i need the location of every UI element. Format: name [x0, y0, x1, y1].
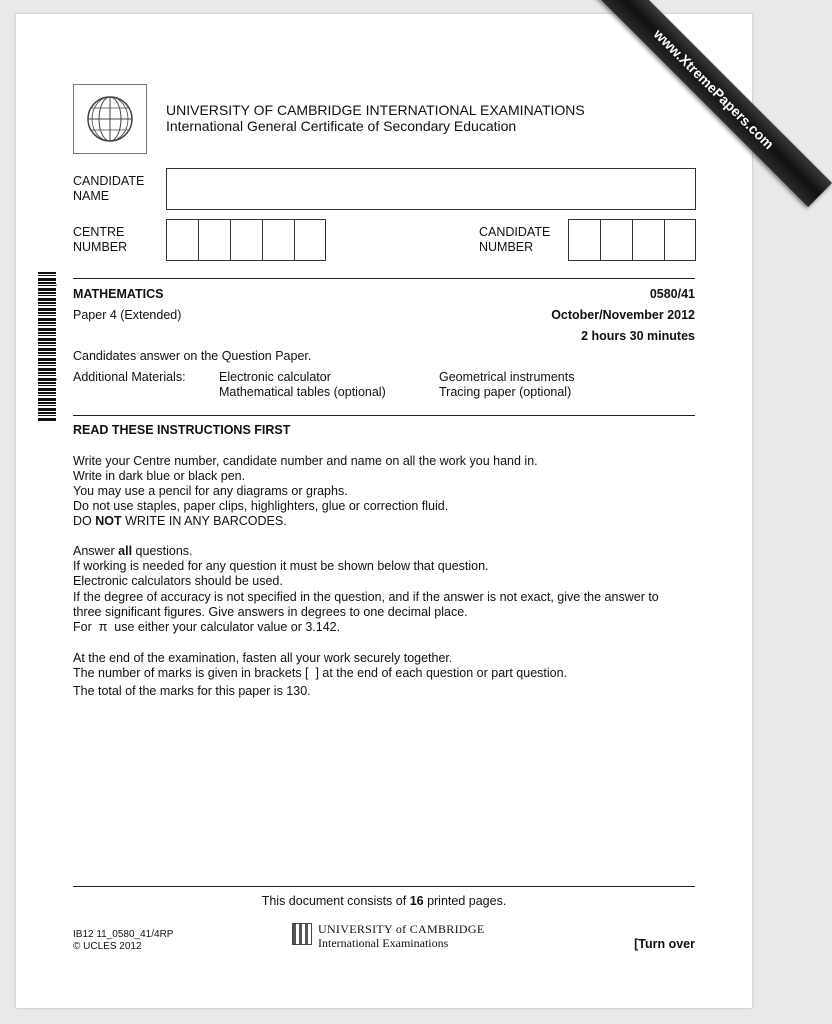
instruction-line: three significant figures. Give answers in degrees to one decimal place. [73, 605, 468, 619]
instruction-text: DO [73, 514, 96, 528]
instruction-text: Answer [73, 544, 119, 558]
instruction-line: You may use a pencil for any diagrams or graphs. [73, 484, 348, 498]
institution-name: UNIVERSITY OF CAMBRIDGE INTERNATIONAL EXAMINATIONS [166, 102, 585, 118]
instruction-line: The total of the marks for this paper is 130. [73, 684, 311, 698]
material-item: Mathematical tables (optional) [219, 385, 386, 399]
instruction-line: Electronic calculators should be used. [73, 574, 283, 588]
candidate-name-field[interactable] [166, 168, 696, 210]
cambridge-crest-icon [292, 923, 312, 945]
page-count-note [16, 894, 752, 909]
candidate-number-label-2: NUMBER [479, 240, 534, 254]
instruction-line: If working is needed for any question it must be shown below that question. [73, 559, 489, 573]
watermark-text[interactable]: www.XtremePapers.com [596, 0, 832, 207]
centre-number-cell[interactable] [199, 220, 231, 260]
footer-divider [73, 886, 695, 887]
candidate-number-cell[interactable] [633, 220, 665, 260]
page-count-text: This document consists of [261, 894, 410, 908]
document-reference: IB12 11_0580_41/4RP [73, 929, 174, 940]
instructions-heading: READ THESE INSTRUCTIONS FIRST [73, 423, 291, 437]
centre-number-cell[interactable] [231, 220, 263, 260]
duration: 2 hours 30 minutes [581, 329, 695, 343]
centre-number-label-1: CENTRE [73, 225, 125, 239]
instruction-line: Write your Centre number, candidate number and name on all the work you hand in. [73, 454, 538, 468]
candidate-number-label-1: CANDIDATE [479, 225, 551, 239]
instruction-emphasis: NOT [95, 514, 122, 528]
instruction-text: WRITE IN ANY BARCODES. [121, 514, 287, 528]
candidate-name-label-2: NAME [73, 189, 110, 203]
footer-logo-line2: International Examinations [318, 936, 449, 950]
instruction-emphasis: all [118, 544, 133, 558]
footer-logo-line1: UNIVERSITY of CAMBRIDGE [318, 922, 485, 936]
page-count-number: 16 [409, 894, 424, 908]
barcode-digits [24, 272, 34, 398]
paper-code: 0580/41 [649, 287, 695, 301]
answer-note: Candidates answer on the Question Paper. [73, 349, 312, 363]
page-count-text: printed pages. [423, 894, 507, 908]
divider [73, 278, 695, 279]
candidate-number-field[interactable] [568, 219, 696, 261]
copyright: © UCLES 2012 [73, 941, 142, 952]
session: October/November 2012 [551, 308, 695, 322]
instruction-line: For π use either your calculator value or 3.142. [73, 620, 341, 634]
exam-cover-page [16, 14, 778, 1008]
instruction-line [73, 514, 287, 529]
instruction-line: Write in dark blue or black pen. [73, 469, 246, 483]
centre-number-cell[interactable] [263, 220, 295, 260]
candidate-number-cell[interactable] [569, 220, 601, 260]
instruction-line: Do not use staples, paper clips, highlighters, glue or correction fluid. [73, 499, 449, 513]
instruction-line: If the degree of accuracy is not specified in the question, and if the answer is not exact, give the answer to [73, 590, 659, 604]
material-item: Geometrical instruments [439, 370, 575, 384]
instruction-line: The number of marks is given in brackets [ ] at the end of each question or part question. [73, 666, 568, 680]
centre-number-field[interactable] [166, 219, 326, 261]
qualification-name: International General Certificate of Secondary Education [166, 118, 517, 134]
turn-over: [Turn over [634, 937, 695, 951]
material-item: Tracing paper (optional) [439, 385, 572, 399]
materials-label: Additional Materials: [73, 370, 186, 384]
barcode [38, 272, 56, 422]
globe-logo [73, 84, 147, 154]
instruction-line: At the end of the examination, fasten all your work securely together. [73, 651, 453, 665]
instruction-line [73, 544, 193, 559]
candidate-name-label-1: CANDIDATE [73, 174, 145, 188]
material-item: Electronic calculator [219, 370, 331, 384]
candidate-number-cell[interactable] [601, 220, 633, 260]
subject-title: MATHEMATICS [73, 287, 164, 301]
centre-number-label-2: NUMBER [73, 240, 128, 254]
instruction-text: questions. [132, 544, 193, 558]
globe-icon [74, 85, 146, 153]
divider [73, 415, 695, 416]
paper-name: Paper 4 (Extended) [73, 308, 182, 322]
centre-number-cell[interactable] [167, 220, 199, 260]
